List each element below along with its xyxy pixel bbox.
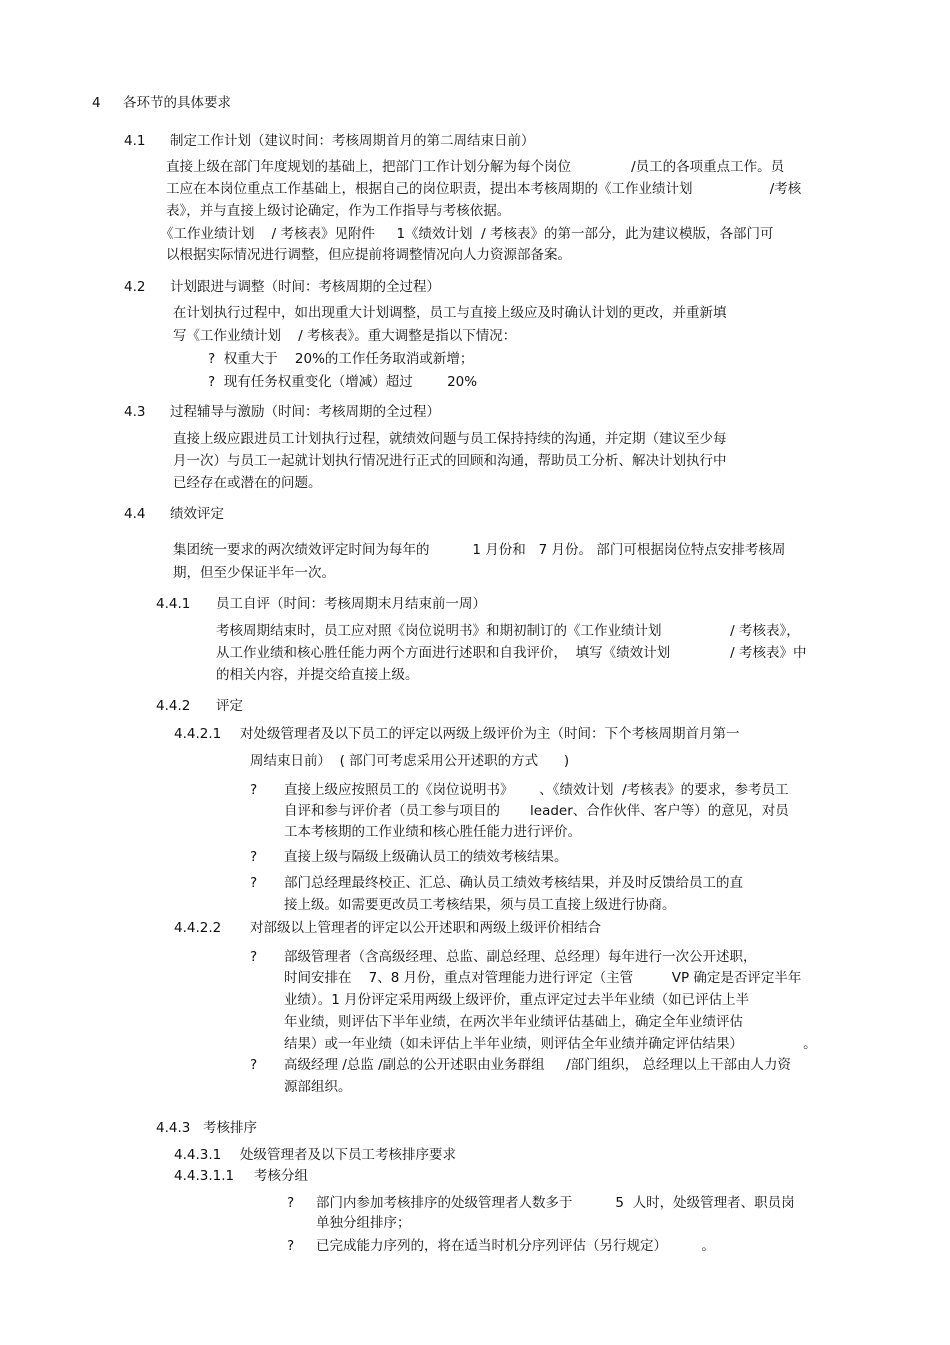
section-number: 4.1 <box>124 133 146 149</box>
paragraph-line: 从工作业绩和核心胜任能力两个方面进行述职和自我评价， 填写《绩效计划 / 考核表》中 <box>216 645 807 661</box>
paragraph-line: 考核周期结束时，员工应对照《岗位说明书》和期初制订的《工作业绩计划 / 考核表》， <box>216 623 800 639</box>
bullet-line: 时间安排在 7、8 月份，重点对管理能力进行评定（主管 VP 确定是否评定半年 <box>284 970 802 986</box>
paragraph-line: 期，但至少保证半年一次。 <box>173 565 335 581</box>
bullet-line: 自评和参与评价者（员工参与项目的 leader、合作伙伴、客户等）的意见，对员 <box>284 803 789 819</box>
paragraph-line: 《工作业绩计划 / 考核表》见附件 1《绩效计划 / 考核表》的第一部分，此为建议模版，各部门可 <box>160 226 774 242</box>
section-number: 4.4.2.1 <box>174 726 222 742</box>
section-number: 4.4 <box>124 506 146 522</box>
section-number: 4.4.3.1.1 <box>174 1168 235 1184</box>
section-number: 4.2 <box>124 279 146 295</box>
bullet-line: 直接上级与隔级上级确认员工的绩效考核结果。 <box>284 849 568 865</box>
paragraph-line: 集团统一要求的两次绩效评定时间为每年的 1 月份和 7 月份。 部门可根据岗位特点安排考核周 <box>173 542 786 558</box>
section-title: 各环节的具体要求 <box>123 95 231 111</box>
paragraph-line: 直接上级应跟进员工计划执行过程，就绩效问题与员工保持持续的沟通，并定期（建议至少每 <box>173 431 727 447</box>
bullet-line: 已完成能力序列的，将在适当时机分序列评估（另行规定） 。 <box>316 1238 715 1254</box>
paragraph-line: 以根据实际情况进行调整，但应提前将调整情况向人力资源部备案。 <box>166 247 571 263</box>
section-title: 对部级以上管理者的评定以公开述职和两级上级评价相结合 <box>250 920 601 936</box>
bullet-mark: ? <box>250 1057 258 1073</box>
section-title: 过程辅导与激励（时间：考核周期的全过程） <box>170 404 440 420</box>
bullet-line: 结果）或一年业绩（如未评估上半年业绩，则评估全年业绩并确定评估结果） 。 <box>284 1036 817 1052</box>
section-title: 对处级管理者及以下员工的评定以两级上级评价为主（时间：下个考核周期首月第一 <box>240 726 740 742</box>
bullet-line: 部级管理者（含高级经理、总监、副总经理、总经理）每年进行一次公开述职， <box>284 949 757 965</box>
section-number: 4.4.2.2 <box>174 920 222 936</box>
section-title: 制定工作计划（建议时间：考核周期首月的第二周结束日前） <box>170 133 535 149</box>
bullet-line: 高级经理 /总监 /副总的公开述职由业务群组 /部门组织， 总经理以上干部由人力资 <box>284 1057 791 1073</box>
bullet-line: ? 权重大于 20%的工作任务取消或新增； <box>208 351 474 367</box>
paragraph-line: 月一次）与员工一起就计划执行情况进行正式的回顾和沟通，帮助员工分析、解决计划执行中 <box>173 453 727 469</box>
section-title: 处级管理者及以下员工考核排序要求 <box>240 1147 456 1163</box>
bullet-line: 业绩）。1 月份评定采用两级上级评价，重点评定过去半年业绩（如已评估上半 <box>284 992 750 1008</box>
paragraph-line: 工应在本岗位重点工作基础上，根据自己的岗位职责，提出本考核周期的《工作业绩计划 /考核 <box>166 181 802 197</box>
section-title: 员工自评（时间：考核周期末月结束前一周） <box>216 596 486 612</box>
bullet-line: 工本考核期的工作业绩和核心胜任能力进行评价。 <box>284 824 581 840</box>
paragraph-line: 在计划执行过程中，如出现重大计划调整，员工与直接上级应及时确认计划的更改，并重新填 <box>173 305 727 321</box>
section-title: 考核分组 <box>254 1168 308 1184</box>
paragraph-line: 已经存在或潜在的问题。 <box>173 475 322 491</box>
bullet-mark: ? <box>250 949 258 965</box>
paragraph-line: 周结束日前） ( 部门可考虑采用公开述职的方式 ) <box>250 753 570 769</box>
section-number: 4.4.3 <box>156 1120 191 1136</box>
section-number: 4 <box>92 95 101 111</box>
bullet-line: 源部组织。 <box>284 1079 352 1095</box>
section-number: 4.4.1 <box>156 596 191 612</box>
bullet-mark: ? <box>287 1238 295 1254</box>
paragraph-line: 写《工作业绩计划 / 考核表》。重大调整是指以下情况： <box>173 328 517 344</box>
paragraph-line: 表》，并与直接上级讨论确定，作为工作指导与考核依据。 <box>166 203 511 219</box>
section-title: 评定 <box>216 698 243 714</box>
bullet-mark: ? <box>250 782 258 798</box>
bullet-line: 单独分组排序； <box>316 1215 411 1231</box>
section-title: 绩效评定 <box>170 506 224 522</box>
bullet-line: 直接上级应按照员工的《岗位说明书》 、《绩效计划 /考核表》的要求，参考员工 <box>284 782 789 798</box>
bullet-line: 部门内参加考核排序的处级管理者人数多于 5 人时，处级管理者、职员岗 <box>316 1195 795 1211</box>
section-number: 4.4.2 <box>156 698 191 714</box>
bullet-line: ? 现有任务权重变化（增减）超过 20% <box>208 374 478 390</box>
bullet-line: 接上级。如需要更改员工考核结果，须与员工直接上级进行协商。 <box>284 897 676 913</box>
section-number: 4.4.3.1 <box>174 1147 222 1163</box>
paragraph-line: 的相关内容，并提交给直接上级。 <box>216 667 419 683</box>
section-title: 计划跟进与调整（时间：考核周期的全过程） <box>170 279 440 295</box>
section-title: 考核排序 <box>203 1120 257 1136</box>
bullet-line: 部门总经理最终校正、汇总、确认员工绩效考核结果，并及时反馈给员工的直 <box>284 875 743 891</box>
section-number: 4.3 <box>124 404 146 420</box>
bullet-mark: ? <box>250 875 258 891</box>
paragraph-line: 直接上级在部门年度规划的基础上，把部门工作计划分解为每个岗位 /员工的各项重点工作。员 <box>166 159 785 175</box>
bullet-line: 年业绩，则评估下半年业绩，在两次半年业绩评估基础上，确定全年业绩评估 <box>284 1014 743 1030</box>
bullet-mark: ? <box>287 1195 295 1211</box>
bullet-mark: ? <box>250 849 258 865</box>
